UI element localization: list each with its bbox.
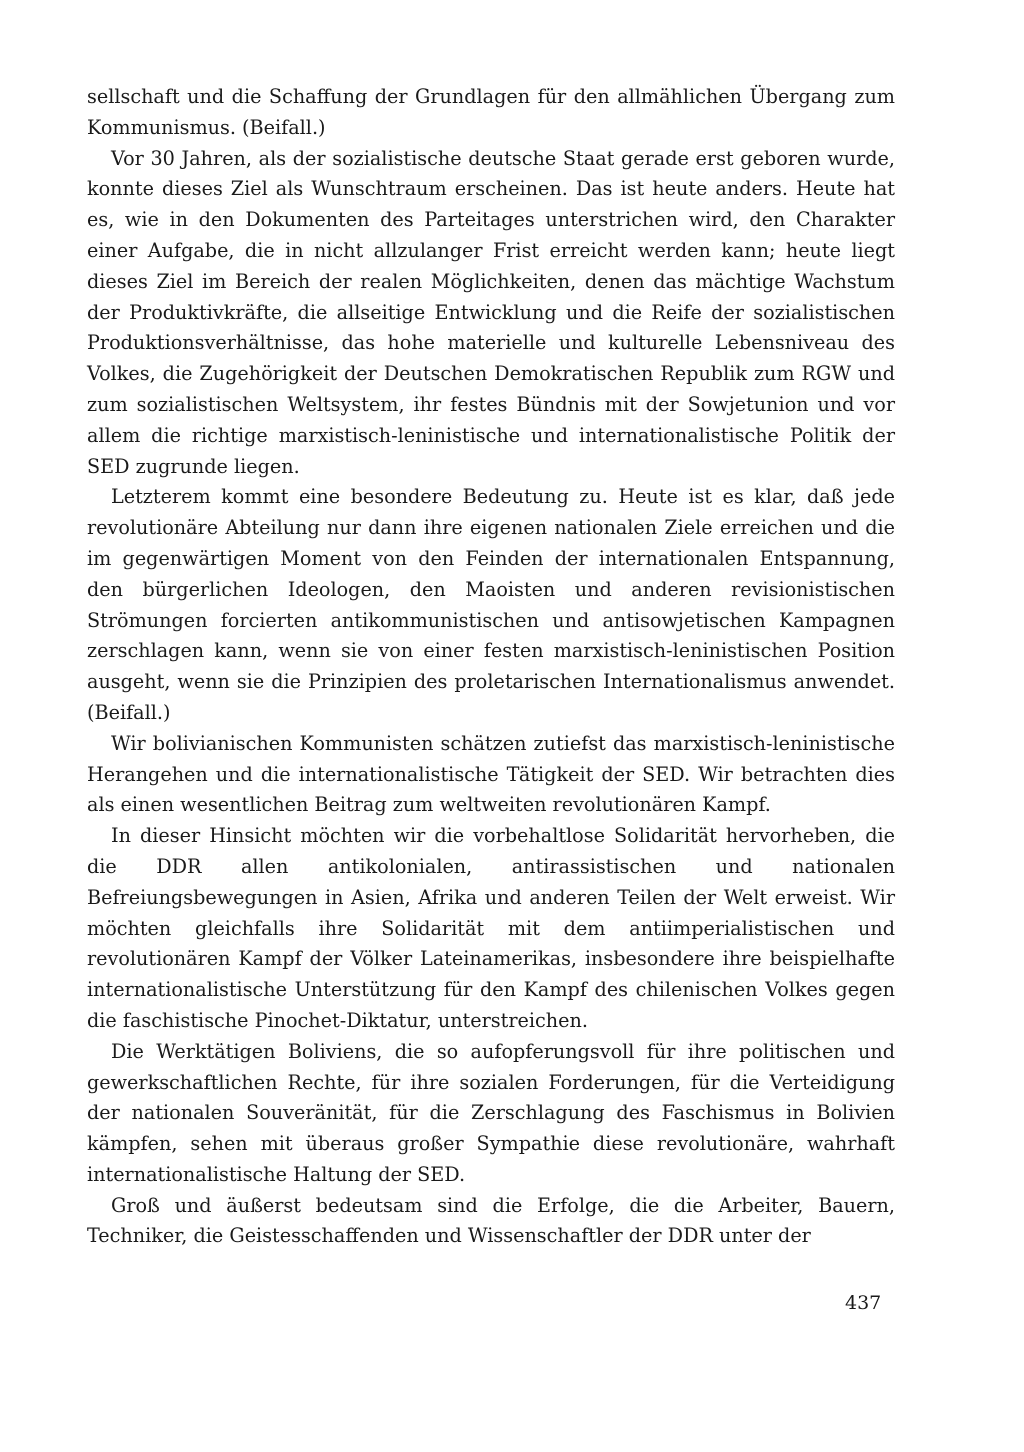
paragraph-werktaetige-boliviens: Die Werktätigen Boliviens, die so aufopferungsvoll für ihre politischen und gewerkschaftlichen Rechte, für ihre sozialen Forderungen, für die Verteidigung der nationalen Souveränität, für die Zerschlagung des Faschismus in Bolivien kämpfen, sehen mit überaus großer Sympathie diese revolutionäre, wahrhaft internationalistische Haltung der SED. — [87, 1039, 895, 1186]
paragraph-erfolge: Groß und äußerst bedeutsam sind die Erfolge, die die Arbeiter, Bauern, Techniker, die Geistesschaffenden und Wissenschaftler der DDR unter der — [87, 1193, 895, 1248]
paragraph-bolivianische-kommunisten: Wir bolivianischen Kommunisten schätzen zutiefst das marxistisch-leninistische Herangehen und die internationalistische Tätigkeit der SED. Wir betrachten dies als einen wesentlichen Beitrag zum weltweiten revolutionären Kampf. — [87, 731, 895, 817]
paragraph-continuation: sellschaft und die Schaffung der Grundlagen für den allmählichen Übergang zum Kommunismus. (Beifall.) — [87, 85, 895, 139]
paragraph-30-jahren: Vor 30 Jahren, als der sozialistische deutsche Staat gerade erst geboren wurde, konnte dieses Ziel als Wunschtraum erscheinen. Das ist heute anders. Heute hat es, wie in den Dokumenten des Parteitages unterstrichen wird, den Charakter einer Aufgabe, die in nicht allzulanger Frist erreicht werden kann; heute liegt dieses Ziel im Bereich der realen Möglichkeiten, denen das mächtige Wachstum der Produktivkräfte, die allseitige Entwicklung und die Reife der sozialistischen Produktionsverhältnisse, das hohe materielle und kulturelle Lebensniveau des Volkes, die Zugehörigkeit der Deutschen Demokratischen Republik zum RGW und zum sozialistischen Weltsystem, ihr festes Bündnis mit der Sowjetunion und vor allem die richtige marxistisch-leninistische und internationalistische Politik der SED zugrunde liegen. — [87, 146, 895, 478]
page-number: 437 — [845, 1292, 882, 1314]
body-text — [87, 82, 895, 1252]
paragraph-solidaritaet: In dieser Hinsicht möchten wir die vorbehaltlose Solidarität hervorheben, die die DDR allen antikolonialen, antirassistischen und nationalen Befreiungsbewegungen in Asien, Afrika und anderen Teilen der Welt erweist. Wir möchten gleichfalls ihre Solidarität mit dem antiimperialistischen und revolutionären Kampf der Völker Lateinamerikas, insbesondere ihre beispielhafte internationalistische Unterstützung für den Kampf des chilenischen Volkes gegen die faschistische Pinochet-Diktatur, unterstreichen. — [87, 824, 895, 1032]
paragraph-letzterem: Letzterem kommt eine besondere Bedeutung zu. Heute ist es klar, daß jede revolutionäre Abteilung nur dann ihre eigenen nationalen Ziele erreichen und die im gegenwärtigen Moment von den Feinden der internationalen Entspannung, den bürgerlichen Ideologen, den Maoisten und anderen revisionistischen Strömungen forcierten antikommunistischen und antisowjetischen Kampagnen zerschlagen kann, wenn sie von einer festen marxistisch-leninistischen Position ausgeht, wenn sie die Prinzipien des proletarischen Internationalismus anwendet. (Beifall.) — [87, 485, 895, 724]
